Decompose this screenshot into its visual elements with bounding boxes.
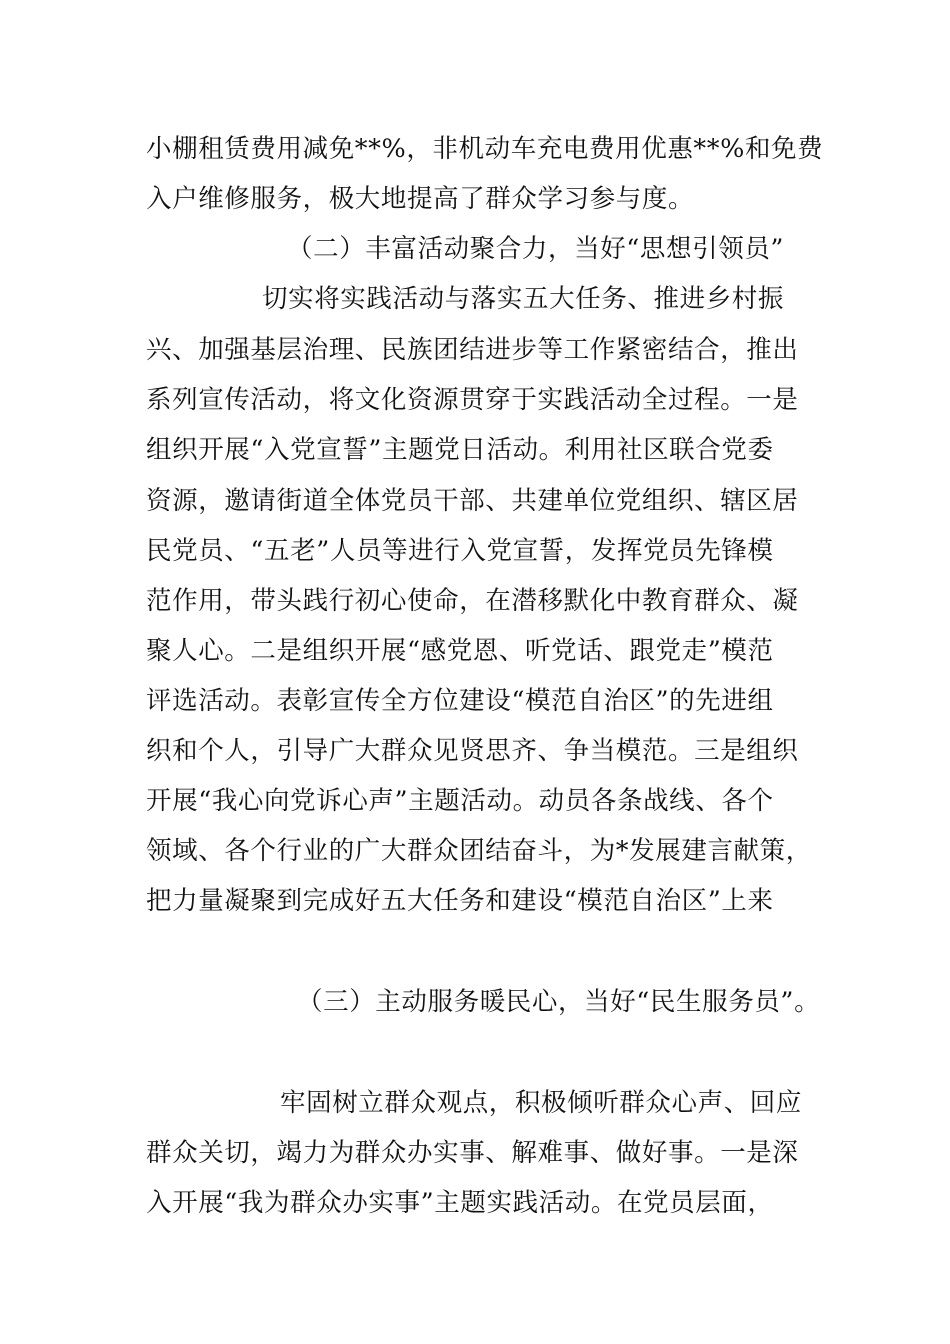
body-line: 开展“我心向党诉心声”主题活动。动员各条战线、各个 bbox=[146, 786, 774, 816]
section-heading: （二）丰富活动聚合力，当好“思想引领员” bbox=[287, 234, 785, 264]
body-line: 范作用，带头践行初心使命，在潜移默化中教育群众、凝 bbox=[146, 586, 799, 616]
body-line: 领域、各个行业的广大群众团结奋斗，为*发展建言献策， bbox=[146, 836, 812, 866]
body-line: 评选活动。表彰宣传全方位建设“模范自治区”的先进组 bbox=[146, 686, 774, 716]
body-line: 织和个人，引导广大群众见贤思齐、争当模范。三是组织 bbox=[146, 736, 799, 766]
body-line: 资源，邀请街道全体党员干部、共建单位党组织、辖区居 bbox=[146, 486, 799, 516]
body-line: 入户维修服务，极大地提高了群众学习参与度。 bbox=[146, 184, 695, 214]
body-line: 民党员、“五老”人员等进行入党宣誓，发挥党员先锋模 bbox=[146, 536, 774, 566]
section-heading: （三）主动服务暖民心，当好“民生服务员”。 bbox=[297, 987, 821, 1017]
body-line: 牢固树立群众观点，积极倾听群众心声、回应 bbox=[280, 1088, 803, 1118]
body-line: 系列宣传活动，将文化资源贯穿于实践活动全过程。一是 bbox=[146, 385, 799, 415]
body-line: 组织开展“入党宣誓”主题党日活动。利用社区联合党委 bbox=[146, 435, 774, 465]
body-line: 入开展“我为群众办实事”主题实践活动。在党员层面， bbox=[146, 1188, 774, 1218]
body-line: 把力量凝聚到完成好五大任务和建设“模范自治区”上来 bbox=[146, 886, 774, 916]
body-line: 兴、加强基层治理、民族团结进步等工作紧密结合，推出 bbox=[146, 335, 799, 365]
body-line: 小棚租赁费用减免**%，非机动车充电费用优惠**%和免费 bbox=[146, 134, 824, 164]
body-line: 群众关切，竭力为群众办实事、解难事、做好事。一是深 bbox=[146, 1138, 799, 1168]
body-line: 切实将实践活动与落实五大任务、推进乡村振 bbox=[262, 284, 785, 314]
body-line: 聚人心。二是组织开展“感党恩、听党话、跟党走”模范 bbox=[146, 636, 774, 666]
